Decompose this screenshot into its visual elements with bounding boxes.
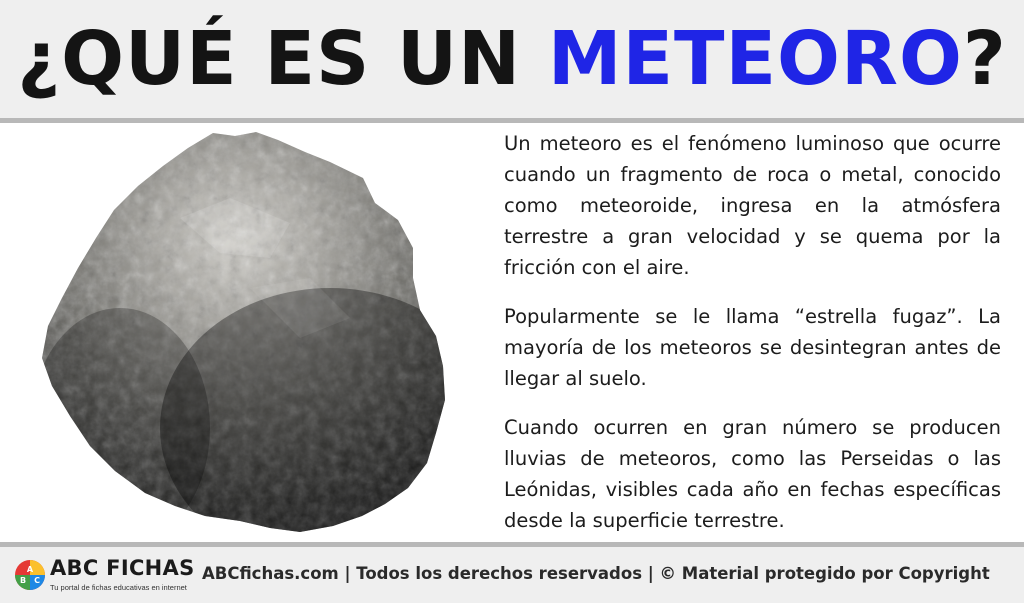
paragraph-definition: Un meteoro es el fenómeno luminoso que ocurre cuando un fragmento de roca o metal, conocido como meteoroide, ingresa en la atmósfera terrestre a gran velocidad y se quema por la fricción con el aire. xyxy=(504,132,1001,279)
rock-illustration xyxy=(30,128,460,533)
logo-letter-b: B xyxy=(19,576,27,585)
title-highlight: METEORO xyxy=(547,16,963,102)
title-prefix: ¿QUÉ ES UN xyxy=(17,16,548,102)
paragraph-meteor-showers: Cuando ocurren en gran número se producen lluvias de meteoros, como las Perseidas o las Leónidas, visibles cada año en fechas específicas desde la superficie terrestre. xyxy=(504,416,1001,532)
description-text xyxy=(504,128,1001,554)
header xyxy=(0,0,1024,118)
brand-tagline: Tu portal de fichas educativas en internet xyxy=(50,583,187,592)
logo-letter-a: A xyxy=(26,565,34,574)
logo-letter-c: C xyxy=(34,576,40,585)
page-title xyxy=(17,16,1007,102)
title-suffix: ? xyxy=(962,16,1007,102)
abc-logo-icon xyxy=(14,559,46,591)
paragraph-shooting-star: Popularmente se le llama “estrella fugaz”. La mayoría de los meteoros se desintegran antes de llegar al suelo. xyxy=(504,305,1001,390)
brand-name: ABC FICHAS xyxy=(50,556,195,580)
copyright-text: ABCfichas.com | Todos los derechos reservados | © Material protegido por Copyright xyxy=(202,564,990,583)
header-divider xyxy=(0,118,1024,123)
meteoroid-rock-image xyxy=(30,128,460,533)
footer xyxy=(0,547,1024,603)
